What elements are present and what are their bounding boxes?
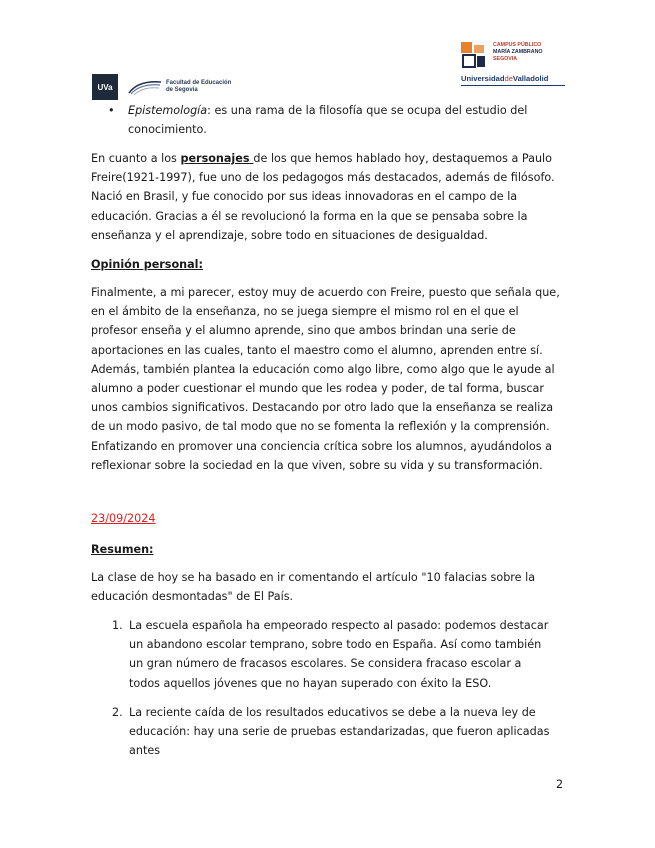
university-underline [461,85,565,86]
university-name [461,74,571,83]
university-name-de: de [504,74,513,83]
campus-logo [461,42,571,68]
campus-line3: SEGOVIA [493,56,518,62]
entry-date: 23/09/2024 [91,512,156,525]
campus-line2: MARÍA ZAMBRANO [493,49,543,55]
list-item-number: 1. [112,619,123,632]
campus-building-icon [461,42,487,68]
faculty-name-line2: de Segovia [166,87,198,93]
opinion-paragraph: Finalmente, a mi parecer, estoy muy de acuerdo con Freire, puesto que señala que, en el ámbito de la enseñanza, no se juega siempre el mismo rol en el que el profesor enseña y el alumno aprende, sino que ambos brindan una serie de aportaciones en las cuales, tanto el maestro como el alumno, aprenden entre sí. Además, también plantea la educación como algo libre, como algo que le ayude al alumno a poder cuestionar el mundo que les rodea y poder, de tal forma, buscar unos cambios significativos. Destacando por otro lado que la enseñanza se realiza de un modo pasivo, de tal modo que no se fomenta la reflexión y la comprensión. Enfatizando en promover una conciencia crítica sobre los alumnos, ayudándolos a reflexionar sobre la sociedad en la que viven, sobre su vida y su transformación. [91,286,560,472]
personajes-post: de los que hemos hablado hoy, destaquemos a Paulo Freire(1921-1997), fue uno de los pedagogos más destacados, además de filósofo. Nació en Brasil, y fue conocido por sus ideas innovadoras en el campo de la educación. Gracias a él se revolucionó la forma en la que se pensaba sobre la enseñanza y el aprendizaje, sobre todo en situaciones de desigualdad. [91,152,555,242]
bullet-term: Epistemología [128,104,208,117]
faculty-name-line1: Facultad de Educación [166,80,232,86]
campus-line1: CAMPUS PÚBLICO [493,42,542,48]
university-name-b: Valladolid [512,74,549,83]
page-number: 2 [556,778,564,791]
faculty-swoosh-icon [128,79,162,95]
list-item [112,616,550,693]
bullet-epistemologia [108,101,548,139]
list-item-text: La escuela española ha empeorado respecto al pasado: podemos destacar un abandono escolar temprano, sobre todo en España. Así como también un gran número de fracasos escolares. Se considera fracaso escolar a todos aquellos jóvenes que no hayan superado con éxito la ESO. [129,619,549,690]
header-right-logos [461,42,571,86]
list-item-text: La reciente caída de los resultados educativos se debe a la nueva ley de educación: hay una serie de pruebas estandarizadas, que fueron aplicadas antes [129,706,550,758]
list-item-number: 2. [112,706,123,719]
bullet-dot-icon: • [108,104,115,117]
summary-heading: Resumen: [91,543,154,556]
bullet-text: : es una rama de la filosofía que se ocupa del estudio del conocimiento. [128,104,528,137]
personajes-keyword: personajes [180,152,254,165]
faculty-logo [128,79,231,95]
summary-intro: La clase de hoy se ha basado en ir comentando el artículo "10 falacias sobre la educación desmontadas" de El País. [91,571,536,604]
list-item [112,703,550,761]
university-name-a: Universidad [461,74,505,83]
personajes-pre: En cuanto a los [91,152,181,165]
opinion-heading: Opinión personal: [91,258,203,271]
uva-logo: UVa [92,74,118,100]
header-left-logos [92,74,231,100]
paragraph-personajes [91,149,567,245]
